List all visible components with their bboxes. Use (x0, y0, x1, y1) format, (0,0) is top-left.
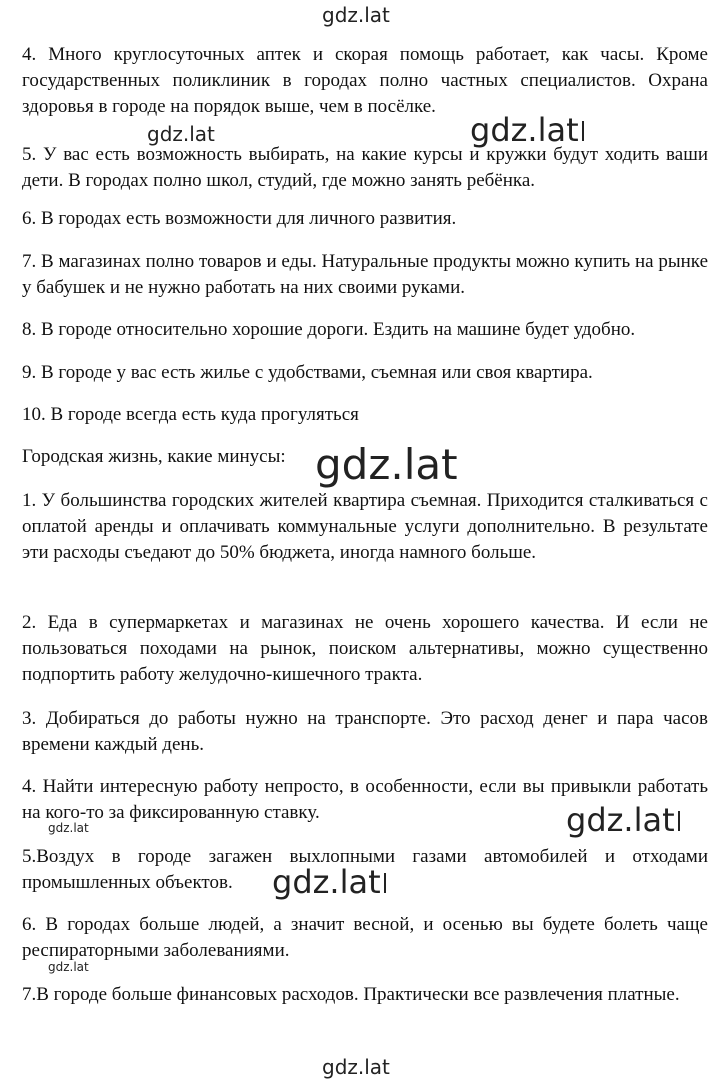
minus-item-2: 2. Еда в супермаркетах и магазинах не очень хорошего качества. И если не пользоваться походами на рынок, поиском альтернативы, можно существенно подпортить работу желудочно-кишечного тракта. (22, 612, 708, 685)
watermark-top: gdz.lat (322, 3, 390, 27)
plus-item-10: 10. В городе всегда есть куда прогуляться (22, 404, 359, 425)
minus-item-7: 7.В городе больше финансовых расходов. Практически все развлечения платные. (22, 984, 680, 1005)
minus-item-3: 3. Добираться до работы нужно на транспорте. Это расход денег и пара часов времени каждый день. (22, 708, 708, 755)
plus-item-5: 5. У вас есть возможность выбирать, на какие курсы и кружки будут ходить ваши дети. В городах полно школ, студий, где можно занять ребёнка. (22, 144, 708, 191)
plus-item-7: 7. В магазинах полно товаров и еды. Натуральные продукты можно купить на рынке у бабушек и не нужно работать на них своими руками. (22, 251, 708, 298)
watermark: gdz.lat (272, 866, 386, 898)
watermark: gdz.lat (566, 804, 680, 836)
minus-heading: Городская жизнь, какие минусы: (22, 446, 286, 467)
watermark-bottom: gdz.lat (322, 1055, 390, 1079)
minus-item-5: 5.Воздух в городе загажен выхлопными газами автомобилей и отходами промышленных объектов. (22, 846, 708, 893)
plus-item-9: 9. В городе у вас есть жилье с удобствами, съемная или своя квартира. (22, 362, 593, 383)
watermark: gdz.lat (147, 122, 215, 146)
minus-item-1: 1. У большинства городских жителей квартира съемная. Приходится сталкиваться с оплатой аренды и оплачивать коммунальные услуги дополнительно. В результате эти расходы съедают до 50% бюджета, иногда намного больше. (22, 490, 708, 563)
minus-item-4: 4. Найти интересную работу непросто, в особенности, если вы привыкли работать на кого-то за фиксированную ставку. (22, 776, 708, 823)
plus-item-4: 4. Много круглосуточных аптек и скорая помощь работает, как часы. Кроме государственных поликлиник в городах полно частных специалистов. Охрана здоровья в городе на порядок выше, чем в посёлке. (22, 44, 708, 117)
plus-item-8: 8. В городе относительно хорошие дороги. Ездить на машине будет удобно. (22, 319, 636, 340)
watermark: gdz.lat (315, 440, 458, 489)
minus-item-6: 6. В городах больше людей, а значит весной, и осенью вы будете болеть чаще респираторными заболеваниями. (22, 914, 708, 961)
plus-item-6: 6. В городах есть возможности для личного развития. (22, 208, 457, 229)
watermark: gdz.lat (48, 821, 89, 835)
watermark: gdz.lat (470, 114, 584, 146)
watermark: gdz.lat (48, 960, 89, 974)
